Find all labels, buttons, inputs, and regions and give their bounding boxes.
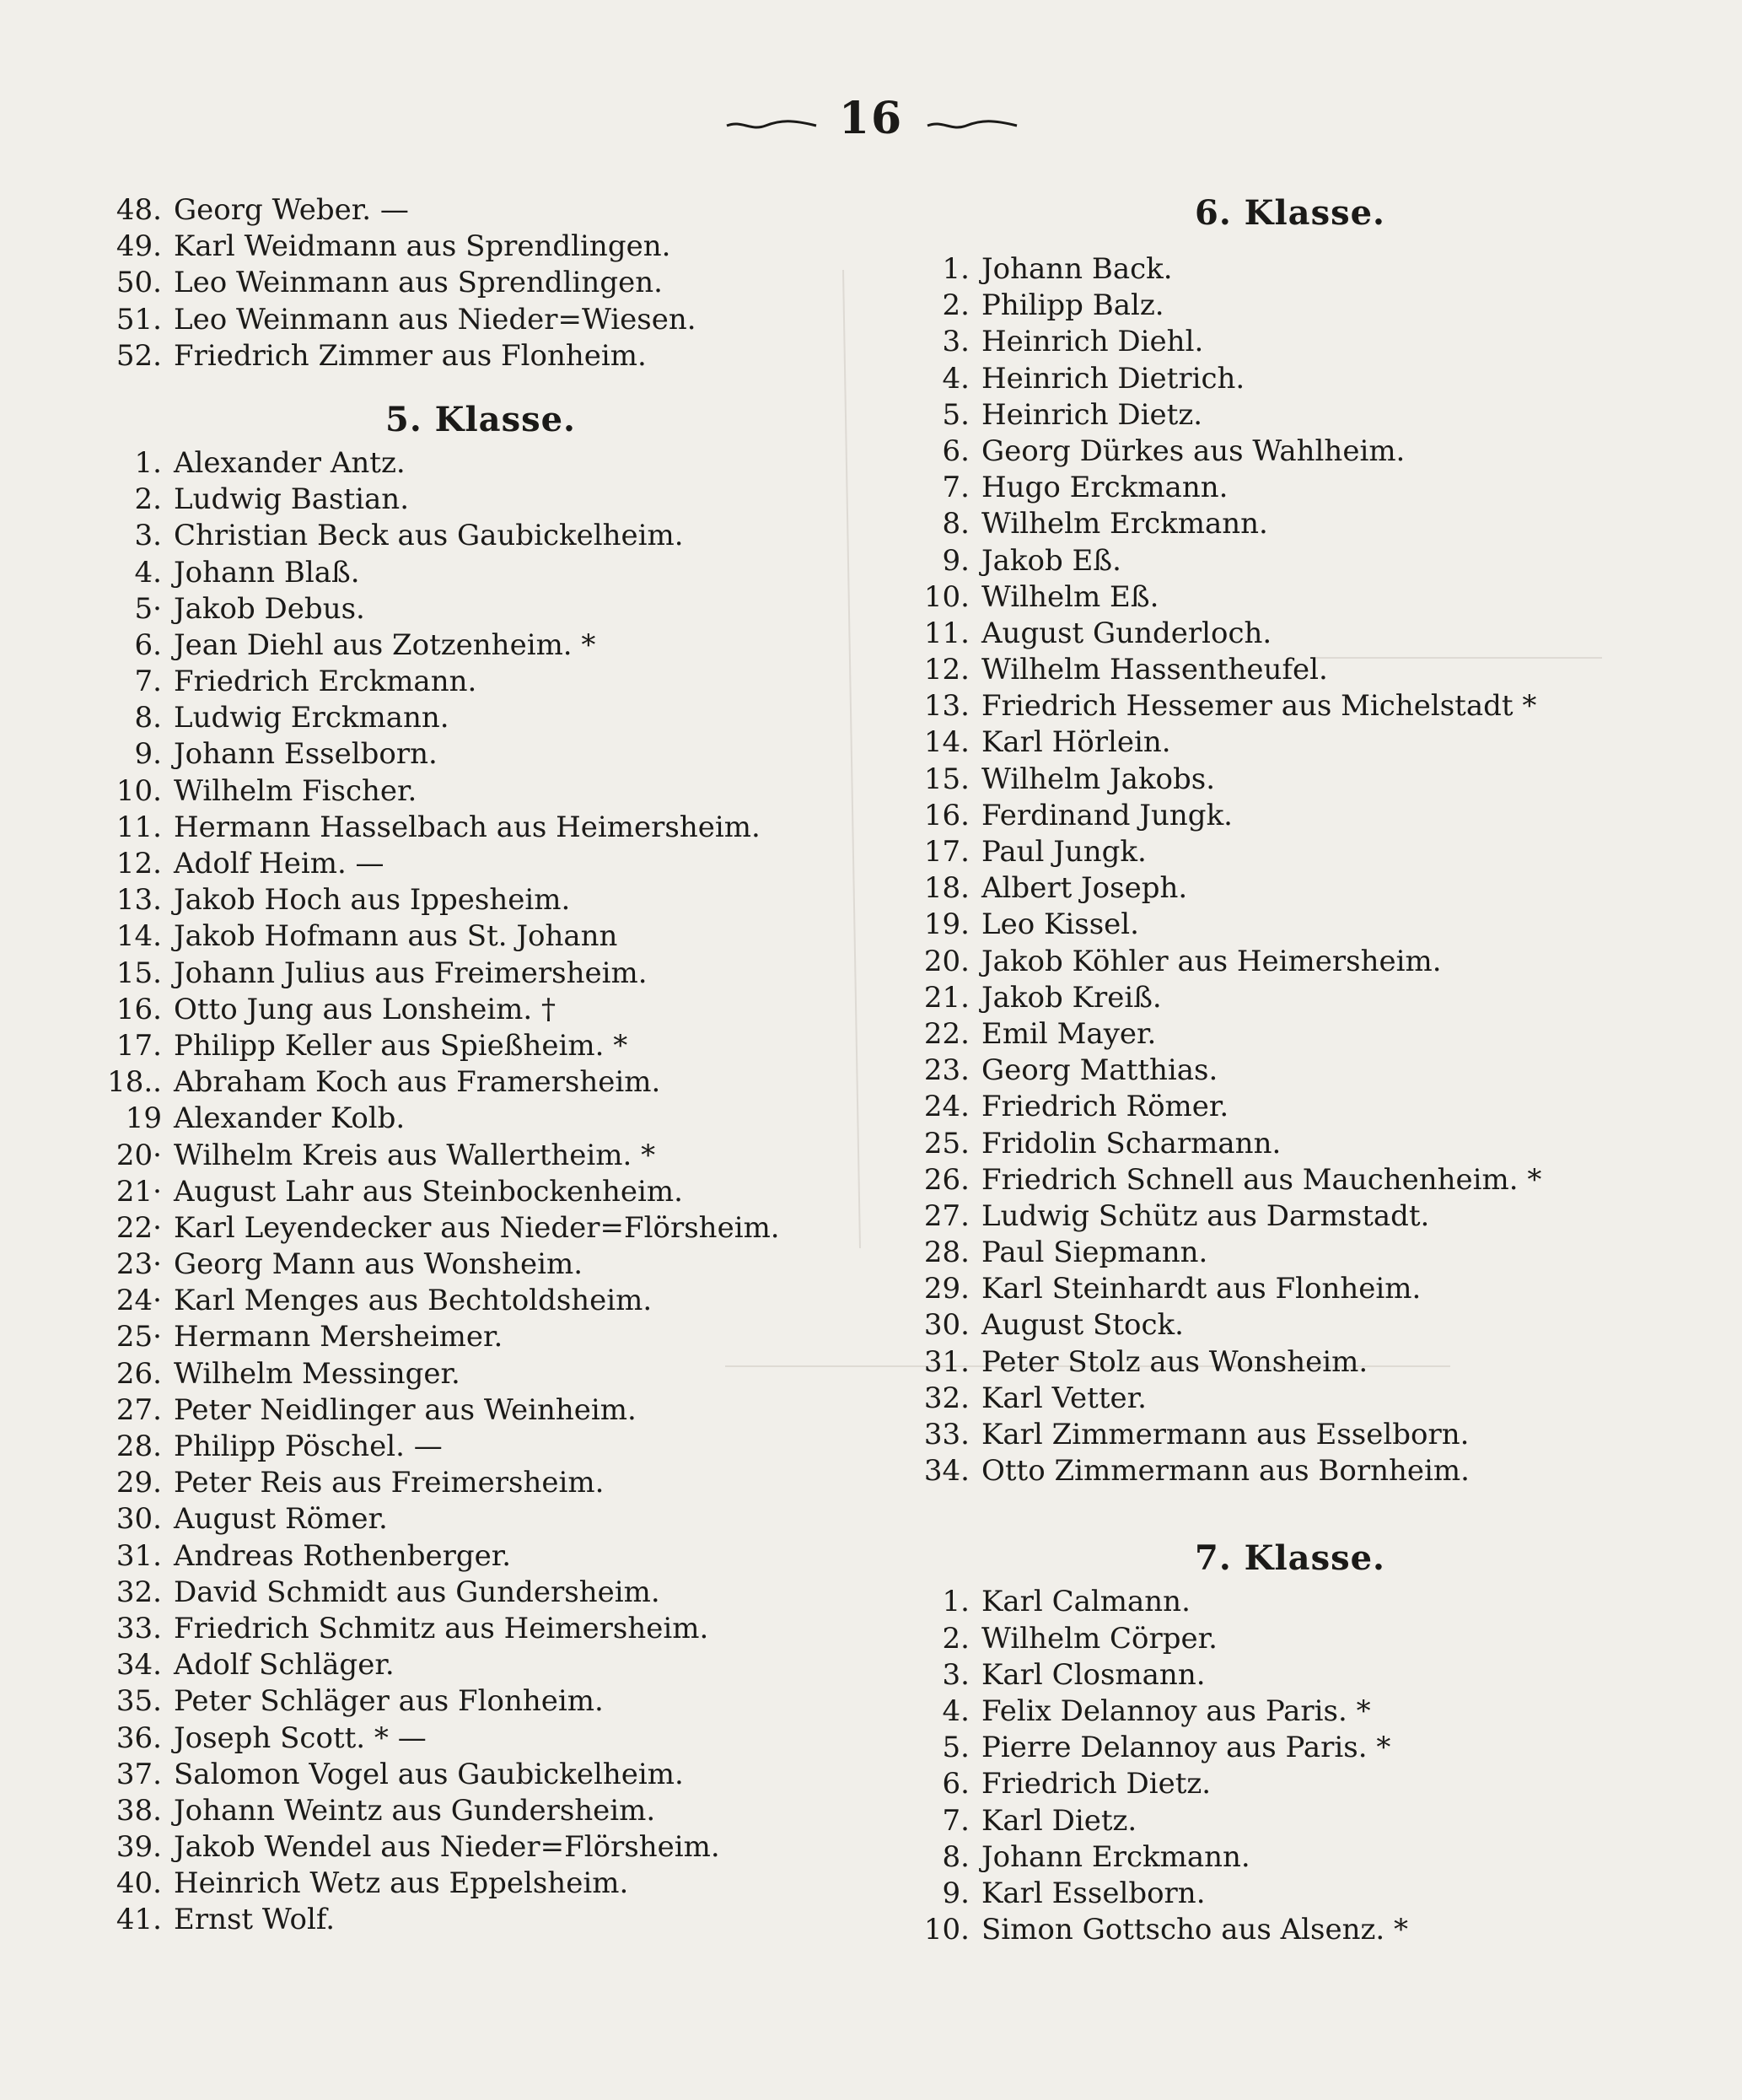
entry-name: Peter Neidlinger aus Weinheim. bbox=[174, 1392, 637, 1427]
entry-name: Wilhelm Cörper. bbox=[981, 1621, 1218, 1656]
list-item bbox=[101, 664, 860, 700]
entry-number: 19 bbox=[125, 1101, 162, 1136]
list-item bbox=[101, 846, 860, 882]
list-item bbox=[919, 798, 1661, 834]
entry-name: Otto Zimmermann aus Bornheim. bbox=[981, 1454, 1470, 1489]
entry-name: Leo Weinmann aus Nieder=Wiesen. bbox=[174, 302, 696, 337]
entry-name: Jakob Köhler aus Heimersheim. bbox=[981, 944, 1442, 978]
entry-name: Johann Julius aus Freimersheim. bbox=[174, 956, 648, 990]
list-item bbox=[101, 1829, 860, 1866]
entry-name: Ernst Wolf. bbox=[174, 1903, 336, 1937]
entry-name: Karl Steinhardt aus Flonheim. bbox=[981, 1272, 1422, 1306]
list-item bbox=[101, 736, 860, 773]
entry-number: 24. bbox=[923, 1090, 970, 1124]
list-item bbox=[919, 1126, 1661, 1162]
entry-number: 7. bbox=[942, 471, 970, 505]
entry-name: Leo Weinmann aus Sprendlingen. bbox=[174, 266, 663, 300]
entry-number: 30. bbox=[923, 1308, 970, 1343]
list-item bbox=[919, 361, 1661, 397]
entry-number: 12. bbox=[116, 847, 162, 880]
entry-number: 6. bbox=[134, 627, 162, 662]
entry-name: Georg Mann aus Wonsheim. bbox=[174, 1247, 583, 1282]
entry-name: Adolf Schläger. bbox=[174, 1648, 395, 1683]
entry-number: 14. bbox=[116, 919, 162, 954]
list-item bbox=[919, 616, 1661, 652]
entry-number: 23· bbox=[116, 1247, 162, 1282]
entry-number: 41. bbox=[116, 1903, 162, 1937]
entry-name: Karl Esselborn. bbox=[981, 1876, 1206, 1910]
entry-name: Ludwig Schütz aus Darmstadt. bbox=[981, 1198, 1430, 1233]
entry-name: Christian Beck aus Gaubickelheim. bbox=[174, 519, 684, 553]
klasse-7-list bbox=[919, 1584, 1661, 1948]
list-item bbox=[919, 1089, 1661, 1125]
entry-number: 16. bbox=[923, 798, 970, 832]
entry-number: 38. bbox=[116, 1793, 162, 1828]
entry-number: 52. bbox=[116, 338, 162, 373]
list-item bbox=[101, 918, 860, 955]
entry-number: 5· bbox=[134, 591, 162, 626]
entry-name: Georg Dürkes aus Wahlheim. bbox=[981, 433, 1406, 468]
list-item bbox=[919, 579, 1661, 616]
entry-number: 20· bbox=[116, 1138, 162, 1172]
entry-name: August Gunderloch. bbox=[981, 616, 1272, 650]
entry-number: 22. bbox=[923, 1016, 970, 1051]
list-item bbox=[919, 251, 1661, 288]
entry-number: 29. bbox=[116, 1466, 162, 1500]
list-item bbox=[919, 543, 1661, 579]
list-item bbox=[101, 992, 860, 1028]
list-item bbox=[919, 1876, 1661, 1912]
entry-name: Johann Esselborn. bbox=[174, 737, 438, 772]
list-item bbox=[919, 470, 1661, 506]
entry-name: Fridolin Scharmann. bbox=[981, 1126, 1282, 1160]
entry-number: 8. bbox=[134, 701, 162, 735]
entry-number: 1. bbox=[942, 252, 970, 286]
klasse-5-heading: 5. Klasse. bbox=[385, 399, 576, 439]
entry-number: 21· bbox=[116, 1174, 162, 1209]
entry-number: 23. bbox=[923, 1053, 970, 1088]
entry-name: Heinrich Dietrich. bbox=[981, 361, 1245, 396]
entry-number: 24· bbox=[116, 1284, 162, 1318]
entry-name: Friedrich Schmitz aus Heimersheim. bbox=[174, 1611, 709, 1645]
entry-name: Karl Leyendecker aus Nieder=Flörsheim. bbox=[174, 1210, 780, 1245]
list-item bbox=[919, 1657, 1661, 1693]
entry-number: 15. bbox=[923, 762, 970, 796]
list-item bbox=[919, 1417, 1661, 1453]
list-item bbox=[101, 1319, 860, 1355]
entry-number: 34. bbox=[923, 1454, 970, 1489]
entry-number: 49. bbox=[116, 229, 162, 264]
list-item bbox=[101, 1683, 860, 1720]
entry-name: Johann Blaß. bbox=[174, 555, 360, 590]
entry-name: Simon Gottscho aus Alsenz. * bbox=[981, 1913, 1409, 1947]
entry-number: 13. bbox=[116, 883, 162, 918]
entry-number: 1. bbox=[942, 1585, 970, 1619]
list-item bbox=[919, 834, 1661, 870]
entry-name: Peter Stolz aus Wonsheim. bbox=[981, 1344, 1368, 1379]
list-item bbox=[101, 1392, 860, 1429]
entry-number: 14. bbox=[923, 725, 970, 760]
entry-number: 9. bbox=[942, 543, 970, 578]
entry-name: Heinrich Dietz. bbox=[981, 397, 1203, 432]
entry-name: Wilhelm Hassentheufel. bbox=[981, 653, 1328, 687]
entry-number: 7. bbox=[134, 665, 162, 699]
entry-number: 11. bbox=[923, 616, 970, 650]
entry-number: 8. bbox=[942, 507, 970, 541]
entry-number: 18. bbox=[923, 871, 970, 906]
entry-name: Jakob Debus. bbox=[174, 591, 365, 626]
entry-name: Ludwig Bastian. bbox=[174, 482, 410, 517]
list-item bbox=[919, 1307, 1661, 1343]
entry-name: Karl Zimmermann aus Esselborn. bbox=[981, 1418, 1470, 1451]
entry-number: 26. bbox=[116, 1356, 162, 1391]
left-top-list bbox=[101, 192, 860, 374]
klasse-7-heading: 7. Klasse. bbox=[1195, 1538, 1385, 1579]
list-item bbox=[919, 1693, 1661, 1730]
list-item bbox=[101, 555, 860, 591]
entry-number: 21. bbox=[923, 980, 970, 1015]
list-item bbox=[101, 192, 860, 229]
entry-number: 13. bbox=[923, 689, 970, 724]
entry-name: Hermann Mersheimer. bbox=[174, 1320, 503, 1354]
entry-number: 3. bbox=[134, 519, 162, 553]
list-item bbox=[101, 445, 860, 482]
entry-number: 25· bbox=[116, 1320, 162, 1354]
entry-name: Friedrich Schnell aus Mauchenheim. * bbox=[981, 1162, 1542, 1197]
entry-name: Joseph Scott. * — bbox=[174, 1720, 427, 1755]
entry-number: 50. bbox=[116, 266, 162, 300]
entry-name: Hugo Erckmann. bbox=[981, 471, 1229, 505]
list-item bbox=[101, 773, 860, 810]
list-item bbox=[919, 1584, 1661, 1620]
list-item bbox=[919, 288, 1661, 324]
entry-number: 2. bbox=[942, 288, 970, 323]
list-item bbox=[919, 1621, 1661, 1657]
list-item bbox=[919, 980, 1661, 1016]
klasse-6-list bbox=[919, 251, 1661, 1489]
entry-number: 32. bbox=[116, 1575, 162, 1609]
entry-name: Georg Matthias. bbox=[981, 1053, 1218, 1088]
entry-name: Jakob Hoch aus Ippesheim. bbox=[174, 883, 571, 918]
entry-number: 3. bbox=[942, 1657, 970, 1692]
list-item bbox=[919, 506, 1661, 542]
entry-number: 17. bbox=[116, 1028, 162, 1063]
list-item bbox=[101, 1101, 860, 1137]
entry-name: Pierre Delannoy aus Paris. * bbox=[981, 1731, 1391, 1765]
entry-name: Jakob Eß. bbox=[981, 543, 1121, 578]
entry-name: Friedrich Zimmer aus Flonheim. bbox=[174, 338, 647, 373]
entry-name: Otto Jung aus Lonsheim. † bbox=[174, 992, 556, 1026]
list-item bbox=[919, 397, 1661, 433]
list-item bbox=[101, 1429, 860, 1465]
list-item bbox=[101, 1138, 860, 1174]
entry-name: Heinrich Diehl. bbox=[981, 325, 1204, 359]
list-item bbox=[919, 907, 1661, 943]
entry-number: 9. bbox=[942, 1876, 970, 1910]
list-item bbox=[919, 762, 1661, 798]
entry-name: Karl Closmann. bbox=[981, 1657, 1206, 1692]
entry-number: 51. bbox=[116, 302, 162, 337]
entry-name: Heinrich Wetz aus Eppelsheim. bbox=[174, 1866, 629, 1901]
entry-number: 5. bbox=[942, 397, 970, 432]
list-item bbox=[919, 1198, 1661, 1235]
entry-name: Georg Weber. — bbox=[174, 193, 409, 227]
entry-number: 28. bbox=[923, 1236, 970, 1270]
list-item bbox=[101, 338, 860, 374]
entry-name: Johann Back. bbox=[981, 252, 1173, 286]
entry-number: 30. bbox=[116, 1502, 162, 1537]
list-item bbox=[101, 1247, 860, 1283]
list-item bbox=[919, 1271, 1661, 1307]
entry-number: 10. bbox=[923, 579, 970, 614]
list-item bbox=[101, 627, 860, 664]
list-item bbox=[919, 1381, 1661, 1417]
entry-number: 28. bbox=[116, 1430, 162, 1463]
list-item bbox=[919, 724, 1661, 761]
list-item bbox=[101, 1465, 860, 1501]
entry-number: 19. bbox=[923, 907, 970, 942]
list-item bbox=[919, 870, 1661, 907]
list-item bbox=[101, 302, 860, 338]
entry-name: Peter Schläger aus Flonheim. bbox=[174, 1684, 604, 1719]
entry-number: 22· bbox=[116, 1210, 162, 1245]
list-item bbox=[919, 1016, 1661, 1053]
list-item bbox=[919, 324, 1661, 360]
entry-name: Ludwig Erckmann. bbox=[174, 701, 449, 735]
right-column bbox=[919, 192, 1661, 1948]
entry-name: Friedrich Römer. bbox=[981, 1090, 1229, 1124]
list-item bbox=[919, 1162, 1661, 1198]
entry-number: 25. bbox=[923, 1126, 970, 1160]
entry-name: Hermann Hasselbach aus Heimersheim. bbox=[174, 810, 761, 844]
entry-name: Jakob Hofmann aus St. Johann bbox=[174, 919, 618, 954]
entry-name: Felix Delannoy aus Paris. * bbox=[981, 1693, 1371, 1728]
list-item bbox=[101, 1575, 860, 1611]
left-column bbox=[101, 192, 860, 1939]
list-item bbox=[101, 1793, 860, 1829]
entry-number: 48. bbox=[116, 193, 162, 227]
list-item bbox=[101, 1283, 860, 1319]
entry-name: Johann Weintz aus Gundersheim. bbox=[174, 1793, 656, 1828]
entry-number: 36. bbox=[116, 1720, 162, 1755]
entry-name: Friedrich Erckmann. bbox=[174, 665, 477, 699]
list-item bbox=[919, 1839, 1661, 1876]
klasse-5-list bbox=[101, 445, 860, 1939]
entry-name: Wilhelm Eß. bbox=[981, 579, 1159, 614]
entry-number: 15. bbox=[116, 956, 162, 990]
list-item bbox=[919, 1344, 1661, 1381]
entry-name: Abraham Koch aus Framersheim. bbox=[174, 1065, 661, 1100]
list-item bbox=[101, 700, 860, 736]
entry-number: 10. bbox=[923, 1913, 970, 1947]
entry-name: Philipp Keller aus Spießheim. * bbox=[174, 1028, 628, 1063]
entry-name: Alexander Antz. bbox=[174, 445, 406, 480]
entry-name: Jean Diehl aus Zotzenheim. * bbox=[174, 627, 596, 662]
entry-name: Salomon Vogel aus Gaubickelheim. bbox=[174, 1757, 684, 1791]
entry-number: 18.. bbox=[107, 1065, 162, 1100]
list-item bbox=[101, 1028, 860, 1064]
list-item bbox=[101, 1611, 860, 1647]
list-item bbox=[101, 1174, 860, 1210]
entry-name: August Römer. bbox=[174, 1502, 388, 1537]
list-item bbox=[919, 652, 1661, 688]
entry-name: Karl Calmann. bbox=[981, 1585, 1191, 1619]
klasse-6-heading: 6. Klasse. bbox=[1195, 193, 1385, 233]
entry-number: 31. bbox=[116, 1538, 162, 1573]
entry-number: 11. bbox=[116, 810, 162, 844]
entry-number: 8. bbox=[942, 1839, 970, 1874]
entry-number: 10. bbox=[116, 773, 162, 808]
list-item bbox=[919, 1803, 1661, 1839]
entry-number: 16. bbox=[116, 992, 162, 1026]
entry-name: Karl Dietz. bbox=[981, 1803, 1137, 1838]
entry-number: 35. bbox=[116, 1684, 162, 1719]
entry-number: 1. bbox=[134, 445, 162, 480]
entry-name: Karl Hörlein. bbox=[981, 725, 1171, 760]
page-number: 16 bbox=[838, 93, 904, 144]
list-item bbox=[101, 1064, 860, 1101]
entry-name: Leo Kissel. bbox=[981, 907, 1139, 942]
entry-number: 27. bbox=[923, 1198, 970, 1233]
entry-number: 2. bbox=[134, 482, 162, 517]
entry-number: 9. bbox=[134, 737, 162, 772]
entry-name: August Stock. bbox=[981, 1308, 1184, 1343]
list-item bbox=[101, 1501, 860, 1537]
entry-number: 5. bbox=[942, 1731, 970, 1765]
entry-name: Adolf Heim. — bbox=[174, 847, 384, 880]
entry-name: Johann Erckmann. bbox=[981, 1839, 1250, 1874]
ornament-right-icon bbox=[926, 120, 1019, 132]
entry-number: 26. bbox=[923, 1162, 970, 1197]
entry-name: Emil Mayer. bbox=[981, 1016, 1157, 1051]
entry-name: Wilhelm Fischer. bbox=[174, 773, 417, 808]
entry-number: 32. bbox=[923, 1381, 970, 1415]
entry-number: 39. bbox=[116, 1830, 162, 1865]
entry-number: 7. bbox=[942, 1803, 970, 1838]
list-item bbox=[101, 1210, 860, 1247]
entry-number: 31. bbox=[923, 1344, 970, 1379]
entry-name: Karl Vetter. bbox=[981, 1381, 1147, 1415]
list-item bbox=[101, 956, 860, 992]
list-item bbox=[101, 1647, 860, 1683]
list-item bbox=[101, 1902, 860, 1938]
entry-number: 4. bbox=[942, 361, 970, 396]
list-item bbox=[919, 1453, 1661, 1489]
entry-name: August Lahr aus Steinbockenheim. bbox=[174, 1174, 683, 1209]
list-item bbox=[101, 1757, 860, 1793]
entry-name: Jakob Wendel aus Nieder=Flörsheim. bbox=[174, 1830, 720, 1865]
list-item bbox=[919, 433, 1661, 470]
entry-number: 29. bbox=[923, 1272, 970, 1306]
list-item bbox=[919, 1912, 1661, 1948]
entry-number: 2. bbox=[942, 1621, 970, 1656]
list-item bbox=[101, 482, 860, 518]
list-item bbox=[919, 688, 1661, 724]
entry-number: 4. bbox=[942, 1693, 970, 1728]
list-item bbox=[101, 518, 860, 554]
list-item bbox=[101, 1866, 860, 1902]
entry-number: 37. bbox=[116, 1757, 162, 1791]
entry-name: Albert Joseph. bbox=[981, 871, 1188, 906]
entry-number: 34. bbox=[116, 1648, 162, 1683]
list-item bbox=[919, 1235, 1661, 1271]
entry-number: 40. bbox=[116, 1866, 162, 1901]
entry-name: Alexander Kolb. bbox=[174, 1101, 406, 1136]
list-item bbox=[919, 1730, 1661, 1766]
entry-name: Wilhelm Erckmann. bbox=[981, 507, 1268, 541]
list-item bbox=[101, 1356, 860, 1392]
entry-number: 33. bbox=[923, 1418, 970, 1451]
entry-name: Friedrich Hessemer aus Michelstadt * bbox=[981, 689, 1537, 724]
entry-number: 12. bbox=[923, 653, 970, 687]
entry-name: Karl Weidmann aus Sprendlingen. bbox=[174, 229, 671, 264]
entry-number: 6. bbox=[942, 433, 970, 468]
list-item bbox=[919, 1766, 1661, 1802]
entry-name: Wilhelm Kreis aus Wallertheim. * bbox=[174, 1138, 656, 1172]
list-item bbox=[101, 229, 860, 265]
entry-name: Paul Jungk. bbox=[981, 835, 1147, 869]
entry-name: Jakob Kreiß. bbox=[981, 980, 1162, 1015]
entry-number: 6. bbox=[942, 1767, 970, 1801]
entry-name: David Schmidt aus Gundersheim. bbox=[174, 1575, 660, 1609]
list-item bbox=[101, 1720, 860, 1757]
list-item bbox=[101, 265, 860, 301]
entry-name: Paul Siepmann. bbox=[981, 1236, 1208, 1270]
list-item bbox=[101, 1538, 860, 1575]
entry-number: 33. bbox=[116, 1611, 162, 1645]
entry-name: Ferdinand Jungk. bbox=[981, 798, 1233, 832]
entry-name: Andreas Rothenberger. bbox=[174, 1538, 512, 1573]
entry-name: Philipp Pöschel. — bbox=[174, 1430, 443, 1463]
list-item bbox=[919, 944, 1661, 980]
entry-number: 4. bbox=[134, 555, 162, 590]
entry-name: Wilhelm Jakobs. bbox=[981, 762, 1216, 796]
list-item bbox=[101, 591, 860, 627]
list-item bbox=[101, 882, 860, 918]
entry-name: Peter Reis aus Freimersheim. bbox=[174, 1466, 605, 1500]
entry-name: Friedrich Dietz. bbox=[981, 1767, 1212, 1801]
entry-number: 20. bbox=[923, 944, 970, 978]
entry-number: 3. bbox=[942, 325, 970, 359]
entry-name: Wilhelm Messinger. bbox=[174, 1356, 460, 1391]
entry-number: 27. bbox=[116, 1392, 162, 1427]
entry-name: Karl Menges aus Bechtoldsheim. bbox=[174, 1284, 653, 1318]
entry-number: 17. bbox=[923, 835, 970, 869]
entry-name: Philipp Balz. bbox=[981, 288, 1164, 323]
list-item bbox=[919, 1053, 1661, 1089]
list-item bbox=[101, 810, 860, 846]
